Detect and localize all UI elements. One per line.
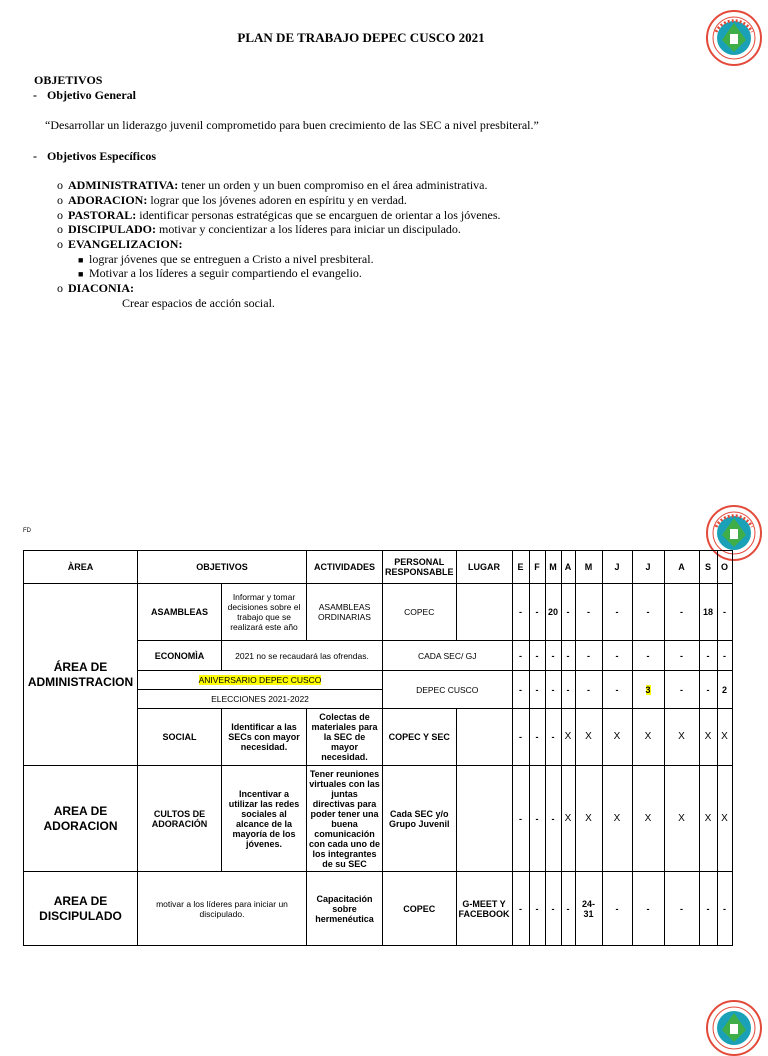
header-month: J: [602, 551, 632, 584]
month-cell: -: [575, 641, 602, 671]
row-objective: motivar a los líderes para iniciar un discipulado.: [138, 872, 307, 946]
highlighted-text: ANIVERSARIO DEPEC CUSCO: [198, 675, 322, 685]
month-cell: -: [545, 872, 561, 946]
row-name: ASAMBLEAS: [138, 584, 222, 641]
row-activity: Tener reuniones virtuales con las juntas directivas para poder tener una buena comunicación con cada uno de los integrantes de su SEC: [307, 766, 383, 872]
header-month: F: [529, 551, 545, 584]
month-cell: 20: [545, 584, 561, 641]
row-objective: Incentivar a utilizar las redes sociales al alcance de la mayoría de los jóvenes.: [222, 766, 307, 872]
footer-mark: FD: [23, 528, 31, 534]
table-header-row: [24, 551, 733, 584]
month-cell: -: [529, 709, 545, 766]
month-cell: X: [664, 766, 699, 872]
month-cell: X: [602, 766, 632, 872]
month-cell: 18: [699, 584, 717, 641]
month-cell: -: [512, 872, 529, 946]
row-activity: Colectas de materiales para la SEC de mayor necesidad.: [307, 709, 383, 766]
month-cell: -: [699, 872, 717, 946]
header-area: ÀREA: [24, 551, 138, 584]
row-place: [456, 709, 512, 766]
month-cell: [632, 671, 664, 709]
row-responsible: CADA SEC/ GJ: [383, 641, 513, 671]
month-cell: -: [664, 872, 699, 946]
month-cell: X: [699, 709, 717, 766]
month-cell: X: [664, 709, 699, 766]
row-activity: Capacitación sobre hermenéutica: [307, 872, 383, 946]
header-personal: PERSONAL RESPONSABLE: [383, 551, 457, 584]
dash-bullet: -: [33, 149, 37, 163]
month-cell: -: [602, 872, 632, 946]
month-cell: X: [717, 766, 732, 872]
month-cell: -: [717, 872, 732, 946]
month-cell: X: [561, 709, 575, 766]
row-name: ECONOMÌA: [138, 641, 222, 671]
general-objective-heading: - Objetivo General: [33, 88, 136, 102]
header-month: A: [561, 551, 575, 584]
month-cell: X: [699, 766, 717, 872]
row-name: CULTOS DE ADORACIÓN: [138, 766, 222, 872]
row-responsible: COPEC: [383, 872, 457, 946]
dash-bullet: -: [33, 88, 37, 102]
diaconia-text: Crear espacios de acción social.: [122, 296, 275, 310]
month-cell: -: [664, 641, 699, 671]
header-month: E: [512, 551, 529, 584]
highlighted-text: 3: [645, 684, 651, 695]
area-admin-cell: ÁREA DE ADMINISTRACION: [24, 584, 138, 766]
month-cell: -: [602, 671, 632, 709]
row-name: [138, 671, 383, 690]
month-cell: -: [512, 709, 529, 766]
row-responsible: COPEC Y SEC: [383, 709, 457, 766]
objective-item: o ADMINISTRATIVA: tener un orden y un buen compromiso en el área administrativa.: [57, 178, 488, 192]
evangelizacion-subitem: ■ lograr jóvenes que se entreguen a Cristo a nivel presbiteral.: [78, 252, 374, 266]
month-cell: -: [529, 872, 545, 946]
row-activity: ASAMBLEAS ORDINARIAS: [307, 584, 383, 641]
row-place: G-MEET Y FACEBOOK: [456, 872, 512, 946]
row-objective: Informar y tomar decisiones sobre el trabajo que se realizará este año: [222, 584, 307, 641]
month-cell: X: [561, 766, 575, 872]
month-cell: -: [632, 641, 664, 671]
month-cell: X: [717, 709, 732, 766]
objective-item: o ADORACION: lograr que los jóvenes adoren en espíritu y en verdad.: [57, 193, 407, 207]
header-month: M: [545, 551, 561, 584]
month-cell: -: [512, 671, 529, 709]
month-cell: -: [529, 584, 545, 641]
row-name: SOCIAL: [138, 709, 222, 766]
month-cell: X: [575, 709, 602, 766]
month-cell: 2: [717, 671, 732, 709]
specific-objectives-heading: - Objetivos Específicos: [33, 149, 156, 163]
header-month: S: [699, 551, 717, 584]
month-cell: X: [575, 766, 602, 872]
month-cell: -: [664, 671, 699, 709]
work-plan-table: [23, 550, 733, 946]
month-cell: -: [529, 671, 545, 709]
month-cell: -: [545, 766, 561, 872]
month-cell: -: [561, 584, 575, 641]
month-cell: -: [545, 641, 561, 671]
month-cell: -: [575, 584, 602, 641]
month-cell: -: [602, 584, 632, 641]
month-cell: -: [561, 671, 575, 709]
row-responsible: DEPEC CUSCO: [383, 671, 513, 709]
month-cell: -: [561, 641, 575, 671]
month-cell: -: [512, 641, 529, 671]
row-name: ELECCIONES 2021-2022: [138, 690, 383, 709]
header-month: J: [632, 551, 664, 584]
header-month: O: [717, 551, 732, 584]
header-lugar: LUGAR: [456, 551, 512, 584]
month-cell: X: [632, 709, 664, 766]
objectives-heading: OBJETIVOS: [34, 73, 103, 87]
objective-item: o DIACONIA:: [57, 281, 134, 295]
month-cell: -: [561, 872, 575, 946]
row-place: [456, 766, 512, 872]
row-place: [456, 584, 512, 641]
header-actividades: ACTIVIDADES: [307, 551, 383, 584]
general-objective-text: “Desarrollar un liderazgo juvenil comprometido para buen crecimiento de las SEC a nivel presbiteral.”: [45, 118, 539, 132]
row-responsible: Cada SEC y/o Grupo Juvenil: [383, 766, 457, 872]
evangelizacion-subitem: ■ Motivar a los líderes a seguir compartiendo el evangelio.: [78, 266, 362, 280]
document-title: PLAN DE TRABAJO DEPEC CUSCO 2021: [237, 30, 485, 45]
header-month: M: [575, 551, 602, 584]
row-objective: 2021 no se recaudará las ofrendas.: [222, 641, 383, 671]
table-row: [24, 766, 733, 872]
month-cell: X: [632, 766, 664, 872]
church-logo-icon: [706, 1000, 762, 1056]
row-objective: Identificar a las SECs con mayor necesidad.: [222, 709, 307, 766]
objective-item: o DISCIPULADO: motivar y concientizar a los líderes para iniciar un discipulado.: [57, 222, 461, 236]
objective-item: o PASTORAL: identificar personas estratégicas que se encarguen de orientar a los jóvenes.: [57, 208, 501, 222]
header-month: A: [664, 551, 699, 584]
header-objetivos: OBJETIVOS: [138, 551, 307, 584]
area-adoracion-cell: AREA DE ADORACION: [24, 766, 138, 872]
month-cell: -: [529, 641, 545, 671]
month-cell: -: [575, 671, 602, 709]
table-row: [24, 584, 733, 641]
month-cell: -: [529, 766, 545, 872]
month-cell: -: [632, 584, 664, 641]
month-cell: X: [602, 709, 632, 766]
month-cell: -: [512, 766, 529, 872]
month-cell: -: [699, 671, 717, 709]
month-cell: -: [699, 641, 717, 671]
month-cell: -: [632, 872, 664, 946]
month-cell: -: [717, 584, 732, 641]
month-cell: -: [664, 584, 699, 641]
area-discipulado-cell: AREA DE DISCIPULADO: [24, 872, 138, 946]
objective-item: o EVANGELIZACION:: [57, 237, 183, 251]
month-cell: -: [545, 709, 561, 766]
month-cell: 24-31: [575, 872, 602, 946]
row-responsible: COPEC: [383, 584, 457, 641]
month-cell: -: [602, 641, 632, 671]
table-row: [24, 872, 733, 946]
month-cell: -: [545, 671, 561, 709]
month-cell: -: [512, 584, 529, 641]
month-cell: -: [717, 641, 732, 671]
